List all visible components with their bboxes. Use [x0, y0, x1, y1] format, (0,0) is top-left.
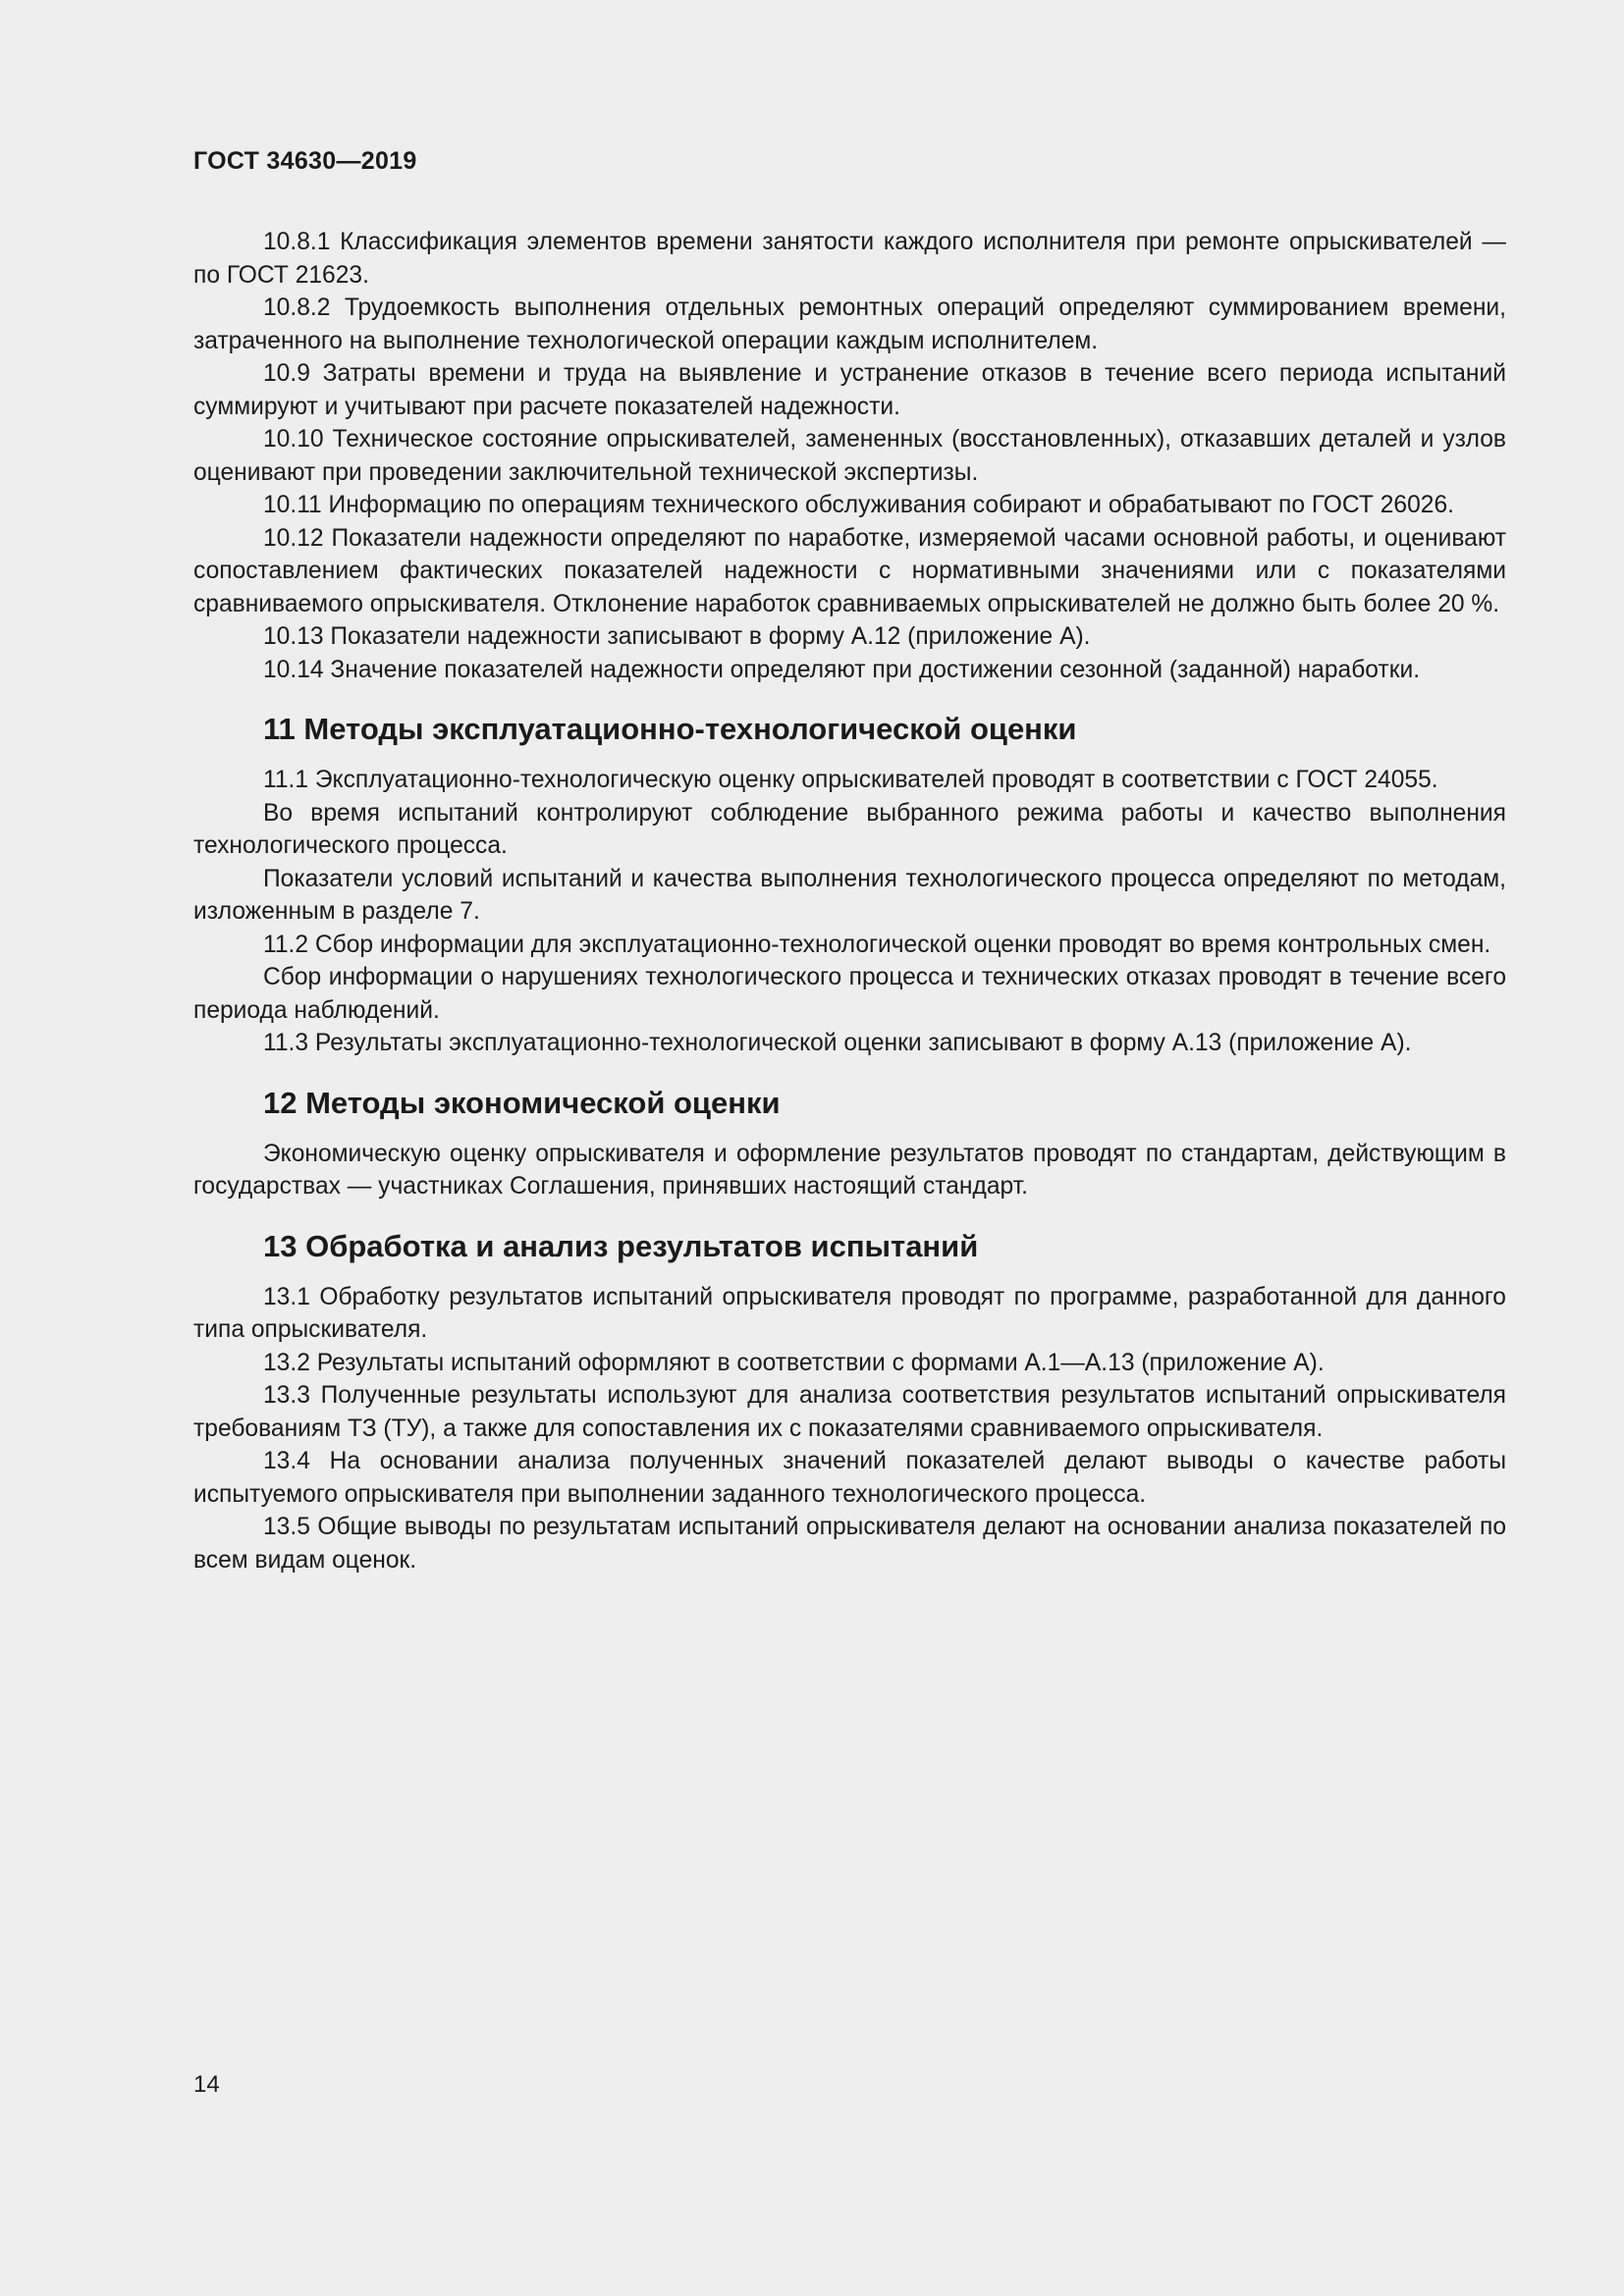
paragraph-13-3: 13.3 Полученные результаты используют для анализа соответствия результатов испытаний опрыскивателя требованиям ТЗ (ТУ), а также для сопоставления их с показателями сравниваемого опрыскивателя. — [193, 1382, 1506, 1442]
paragraph-10-8-1: 10.8.1 Классификация элементов времени занятости каждого исполнителя при ремонте опрыскивателей — по ГОСТ 21623. — [193, 229, 1506, 289]
document-body — [193, 226, 1506, 1576]
paragraph-10-11: 10.11 Информацию по операциям технического обслуживания собирают и обрабатывают по ГОСТ 26026. — [263, 492, 1454, 518]
paragraph-11-2-b: Сбор информации о нарушениях технологического процесса и технических отказах проводят в течение всего периода наблюдений. — [193, 964, 1506, 1024]
paragraph-10-12: 10.12 Показатели надежности определяют по наработке, измеряемой часами основной работы, и оценивают сопоставлением фактических показателей надежности с нормативными значениями или с показателями сравниваемого опрыскивателя. Отклонение наработок сравниваемых опрыскивателей не должно быть более 20 %. — [193, 524, 1506, 617]
paragraph-13-5: 13.5 Общие выводы по результатам испытаний опрыскивателя делают на основании анализа показателей по всем видам оценок. — [193, 1514, 1506, 1574]
paragraph-10-13: 10.13 Показатели надежности записывают в форму А.12 (приложение А). — [263, 623, 1091, 650]
paragraph-11-1-c: Показатели условий испытаний и качества выполнения технологического процесса определяют по методам, изложенным в разделе 7. — [193, 865, 1506, 925]
section-11-heading: 11 Методы эксплуатационно-технологической оценки — [263, 712, 1077, 746]
section-13-heading: 13 Обработка и анализ результатов испытаний — [263, 1228, 979, 1263]
paragraph-10-14: 10.14 Значение показателей надежности определяют при достижении сезонной (заданной) наработки. — [263, 656, 1421, 683]
paragraph-10-10: 10.10 Техническое состояние опрыскивателей, замененных (восстановленных), отказавших деталей и узлов оценивают при проведении заключительной технической экспертизы. — [193, 426, 1506, 486]
paragraph-10-8-2: 10.8.2 Трудоемкость выполнения отдельных ремонтных операций определяют суммированием времени, затраченного на выполнение технологической операции каждым исполнителем. — [193, 294, 1506, 354]
paragraph-12: Экономическую оценку опрыскивателя и оформление результатов проводят по стандартам, действующим в государствах — участниках Соглашения, принявших настоящий стандарт. — [193, 1140, 1506, 1200]
paragraph-11-1-b: Во время испытаний контролируют соблюдение выбранного режима работы и качество выполнения технологического процесса. — [193, 799, 1506, 859]
paragraph-13-4: 13.4 На основании анализа полученных значений показателей делают выводы о качестве работы испытуемого опрыскивателя при выполнении заданного технологического процесса. — [193, 1448, 1506, 1508]
paragraph-11-3: 11.3 Результаты эксплуатационно-технологической оценки записывают в форму А.13 (приложение А). — [263, 1030, 1412, 1056]
section-12-heading: 12 Методы экономической оценки — [263, 1085, 781, 1120]
paragraph-13-1: 13.1 Обработку результатов испытаний опрыскивателя проводят по программе, разработанной для данного типа опрыскивателя. — [193, 1283, 1506, 1343]
paragraph-11-1: 11.1 Эксплуатационно-технологическую оценку опрыскивателей проводят в соответствии с ГОСТ 24055. — [263, 767, 1438, 793]
paragraph-11-2: 11.2 Сбор информации для эксплуатационно-технологической оценки проводят во время контрольных смен. — [263, 931, 1491, 958]
paragraph-10-9: 10.9 Затраты времени и труда на выявление и устранение отказов в течение всего периода испытаний суммируют и учитывают при расчете показателей надежности. — [193, 360, 1506, 420]
standard-designation: ГОСТ 34630—2019 — [193, 147, 417, 175]
page-number: 14 — [193, 2071, 220, 2098]
paragraph-13-2: 13.2 Результаты испытаний оформляют в соответствии с формами А.1—А.13 (приложение А). — [263, 1349, 1325, 1376]
